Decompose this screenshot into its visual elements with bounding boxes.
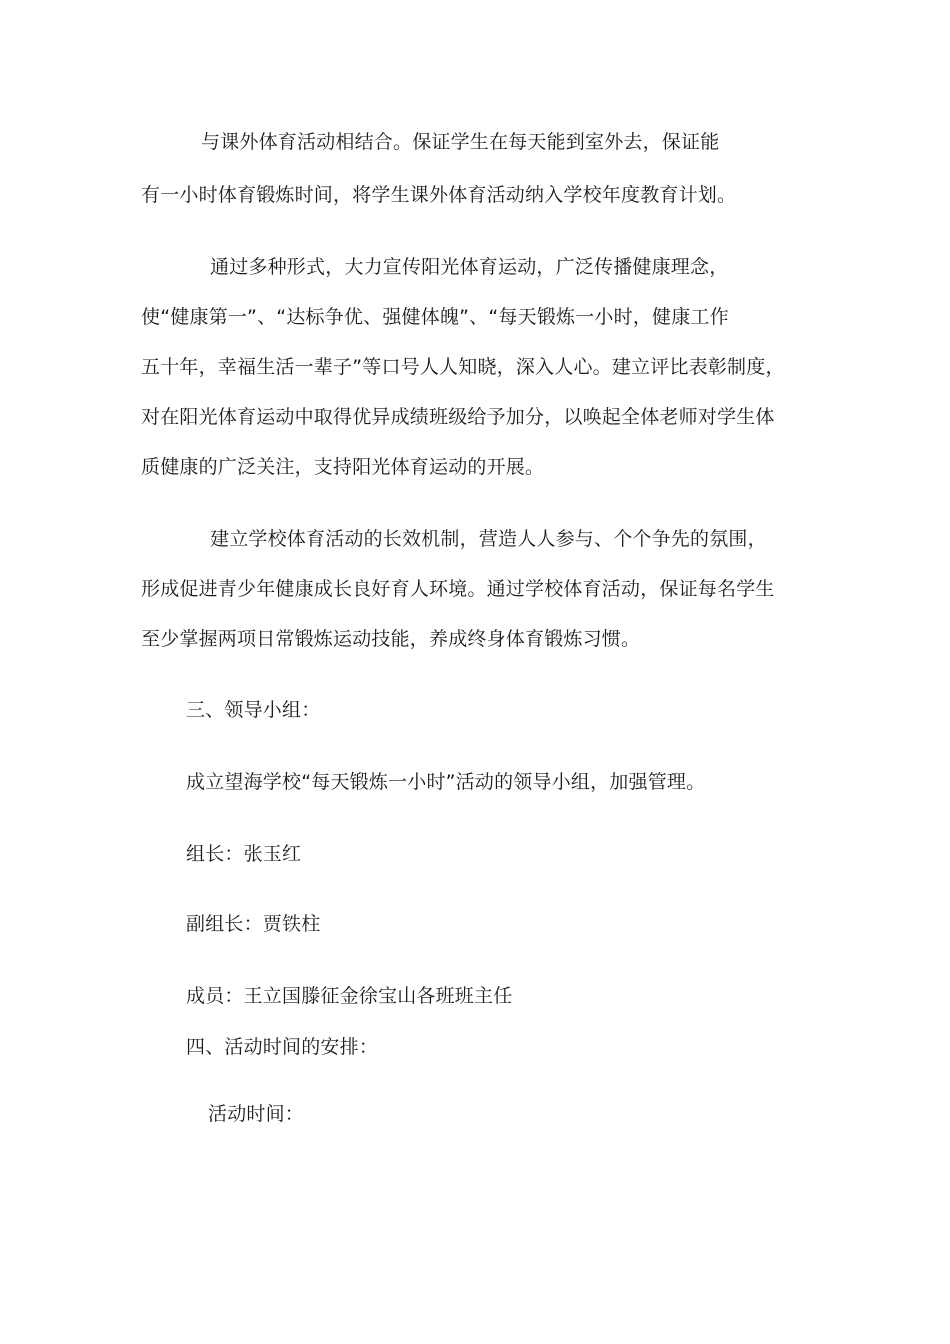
paragraph-2-line-3: 五十年，幸福生活一辈子”等口号人人知晓，深入人心。建立评比表彰制度， bbox=[141, 356, 785, 378]
paragraph-3-line-1: 建立学校体育活动的长效机制，营造人人参与、个个争先的氛围， bbox=[210, 528, 767, 550]
section-3-intro: 成立望海学校“每天锻炼一小时”活动的领导小组，加强管理。 bbox=[186, 771, 706, 793]
paragraph-2-line-4: 对在阳光体育运动中取得优异成绩班级给予加分，以唤起全体老师对学生体 bbox=[141, 406, 775, 428]
paragraph-3-line-3: 至少掌握两项日常锻炼运动技能，养成终身体育锻炼习惯。 bbox=[141, 628, 641, 650]
leader-line: 组长：张玉红 bbox=[186, 843, 302, 865]
paragraph-1-line-2: 有一小时体育锻炼时间，将学生课外体育活动纳入学校年度教育计划。 bbox=[141, 184, 737, 206]
members-line: 成员：王立国滕征金徐宝山各班班主任 bbox=[186, 985, 513, 1007]
paragraph-2-line-1: 通过多种形式，大力宣传阳光体育运动，广泛传播健康理念， bbox=[210, 256, 729, 278]
paragraph-2-line-5: 质健康的广泛关注，支持阳光体育运动的开展。 bbox=[141, 456, 545, 478]
activity-time-label: 活动时间： bbox=[208, 1103, 305, 1125]
section-3-heading: 三、领导小组： bbox=[186, 699, 321, 721]
paragraph-3-line-2: 形成促进青少年健康成长良好育人环境。通过学校体育活动，保证每名学生 bbox=[141, 578, 775, 600]
paragraph-1-line-1: 与课外体育活动相结合。保证学生在每天能到室外去，保证能 bbox=[201, 131, 720, 153]
paragraph-2-line-2: 使“健康第一”、“达标争优、强健体魄”、“每天锻炼一小时，健康工作 bbox=[141, 306, 729, 328]
deputy-leader-line: 副组长：贾铁柱 bbox=[186, 913, 321, 935]
section-4-heading: 四、活动时间的安排： bbox=[186, 1036, 379, 1058]
